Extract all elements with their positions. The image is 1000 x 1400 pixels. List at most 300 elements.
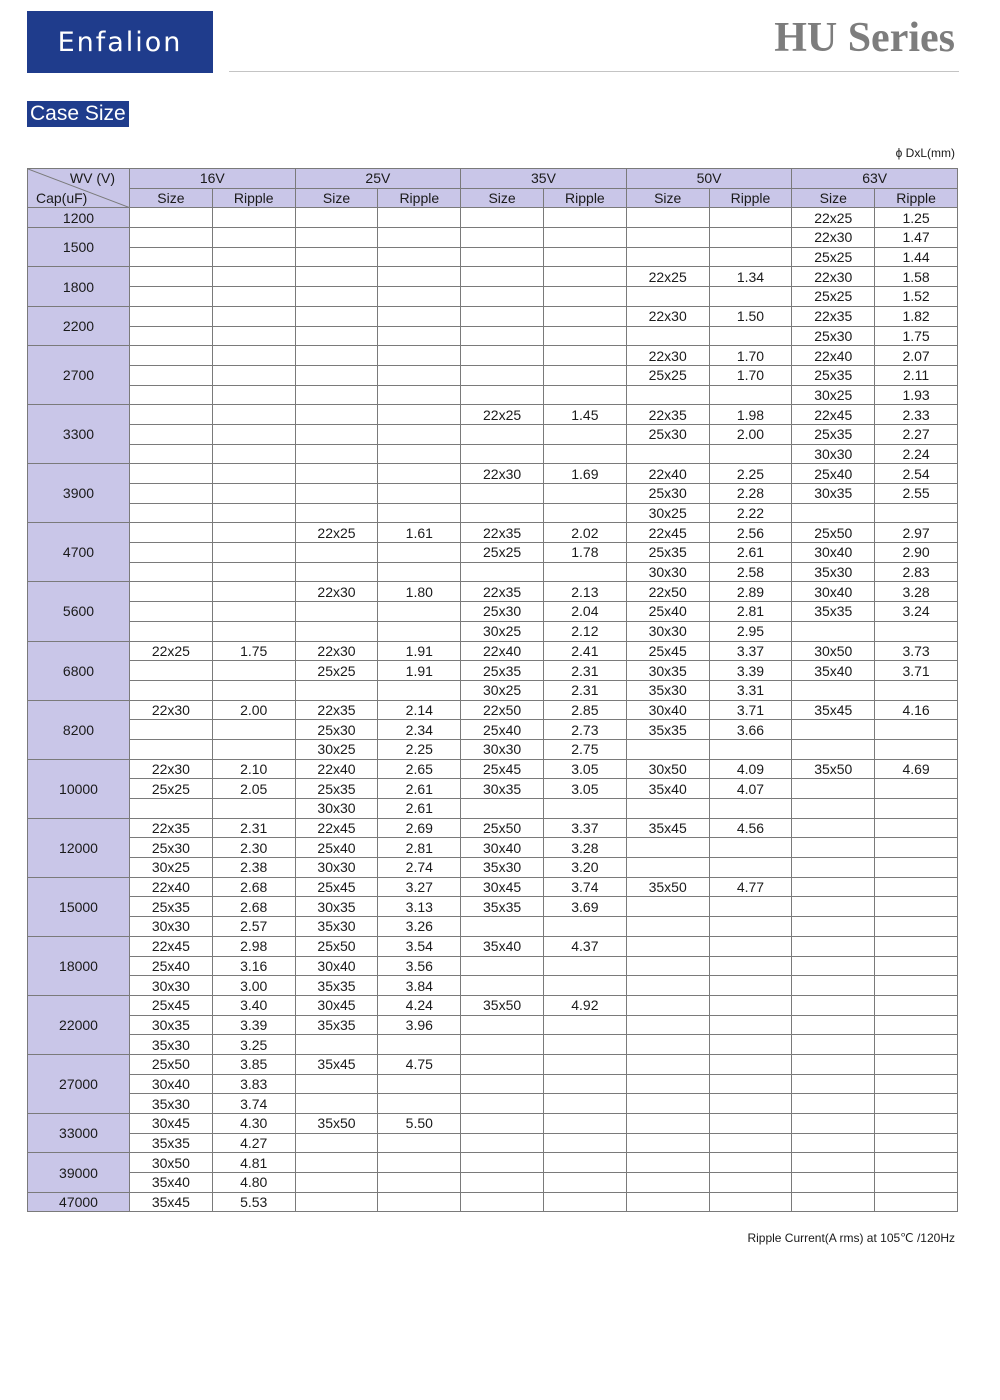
size-cell: 25x50 <box>295 936 378 956</box>
ripple-cell: 2.14 <box>378 700 461 720</box>
ripple-cell <box>875 739 958 759</box>
table-row <box>28 799 958 819</box>
size-cell <box>461 1114 544 1134</box>
size-cell: 22x30 <box>461 464 544 484</box>
capacitance-cell: 22000 <box>28 995 130 1054</box>
size-cell <box>792 956 875 976</box>
ripple-cell <box>875 838 958 858</box>
ripple-cell: 3.56 <box>378 956 461 976</box>
ripple-cell: 1.25 <box>875 208 958 228</box>
size-cell: 22x45 <box>130 936 213 956</box>
size-cell <box>461 1133 544 1153</box>
table-row <box>28 897 958 917</box>
size-cell: 25x50 <box>792 523 875 543</box>
size-cell: 35x40 <box>792 661 875 681</box>
size-cell <box>130 326 213 346</box>
size-cell <box>792 995 875 1015</box>
ripple-cell <box>543 1153 626 1173</box>
ripple-cell: 1.47 <box>875 228 958 248</box>
size-cell: 25x30 <box>461 602 544 622</box>
ripple-cell <box>709 1094 792 1114</box>
size-cell: 25x35 <box>792 365 875 385</box>
ripple-cell: 3.05 <box>543 779 626 799</box>
size-cell: 35x35 <box>295 1015 378 1035</box>
size-cell: 30x30 <box>295 858 378 878</box>
size-cell <box>295 621 378 641</box>
ripple-cell <box>875 936 958 956</box>
size-cell: 22x30 <box>130 700 213 720</box>
ripple-cell <box>543 956 626 976</box>
size-cell <box>295 1192 378 1212</box>
ripple-cell <box>875 1133 958 1153</box>
size-cell <box>461 917 544 937</box>
size-cell <box>461 1192 544 1212</box>
ripple-cell: 2.25 <box>709 464 792 484</box>
ripple-cell: 3.24 <box>875 602 958 622</box>
ripple-cell: 2.31 <box>212 818 295 838</box>
ripple-cell: 3.84 <box>378 976 461 996</box>
series-title: HU Series <box>774 15 955 61</box>
size-cell: 30x25 <box>130 858 213 878</box>
voltage-header-35v: 35V <box>461 169 627 189</box>
size-cell: 30x30 <box>626 621 709 641</box>
ripple-cell <box>709 799 792 819</box>
ripple-header: Ripple <box>709 188 792 208</box>
size-cell <box>626 1054 709 1074</box>
ripple-cell <box>709 287 792 307</box>
ripple-cell: 4.92 <box>543 995 626 1015</box>
size-cell <box>461 247 544 267</box>
ripple-cell <box>378 1035 461 1055</box>
ripple-footnote: Ripple Current(A rms) at 105℃ /120Hz <box>747 1231 955 1245</box>
size-cell: 25x35 <box>295 779 378 799</box>
table-row <box>28 838 958 858</box>
ripple-cell <box>709 1114 792 1134</box>
ripple-cell <box>212 582 295 602</box>
ripple-cell <box>543 503 626 523</box>
size-cell <box>792 858 875 878</box>
table-row <box>28 228 958 248</box>
size-cell: 30x30 <box>792 444 875 464</box>
table-row <box>28 917 958 937</box>
table-row <box>28 247 958 267</box>
ripple-cell <box>709 1015 792 1035</box>
size-cell <box>130 306 213 326</box>
ripple-cell <box>543 1114 626 1134</box>
size-cell <box>295 484 378 504</box>
ripple-cell: 4.75 <box>378 1054 461 1074</box>
table-row <box>28 1192 958 1212</box>
size-cell <box>626 326 709 346</box>
ripple-cell <box>709 1054 792 1074</box>
size-cell <box>792 897 875 917</box>
size-cell <box>461 385 544 405</box>
ripple-cell: 3.37 <box>709 641 792 661</box>
ripple-cell <box>378 385 461 405</box>
ripple-cell <box>709 917 792 937</box>
size-cell <box>626 858 709 878</box>
ripple-cell: 3.39 <box>709 661 792 681</box>
ripple-cell <box>543 444 626 464</box>
ripple-cell: 2.00 <box>709 424 792 444</box>
ripple-cell: 1.58 <box>875 267 958 287</box>
ripple-cell <box>212 680 295 700</box>
capacitance-cell: 10000 <box>28 759 130 818</box>
size-cell <box>295 306 378 326</box>
size-cell <box>130 602 213 622</box>
ripple-cell <box>543 799 626 819</box>
ripple-cell: 2.13 <box>543 582 626 602</box>
ripple-cell: 3.27 <box>378 877 461 897</box>
ripple-cell <box>875 1074 958 1094</box>
size-cell: 30x45 <box>130 1114 213 1134</box>
size-cell <box>295 424 378 444</box>
size-cell <box>792 739 875 759</box>
size-cell <box>295 602 378 622</box>
size-cell <box>792 1114 875 1134</box>
ripple-cell <box>709 739 792 759</box>
ripple-cell <box>378 680 461 700</box>
size-cell: 22x50 <box>626 582 709 602</box>
ripple-cell <box>875 1015 958 1035</box>
size-cell <box>626 385 709 405</box>
size-cell: 25x45 <box>130 995 213 1015</box>
ripple-cell: 3.39 <box>212 1015 295 1035</box>
ripple-cell: 3.71 <box>875 661 958 681</box>
size-cell <box>295 562 378 582</box>
size-cell <box>130 208 213 228</box>
size-cell: 30x30 <box>626 562 709 582</box>
size-cell: 30x30 <box>461 739 544 759</box>
size-cell <box>130 621 213 641</box>
size-cell: 25x25 <box>626 365 709 385</box>
size-cell: 25x25 <box>461 543 544 563</box>
ripple-cell: 4.24 <box>378 995 461 1015</box>
table-row <box>28 365 958 385</box>
size-cell <box>295 680 378 700</box>
table-row <box>28 562 958 582</box>
ripple-cell: 2.41 <box>543 641 626 661</box>
size-cell <box>626 1114 709 1134</box>
ripple-cell: 5.53 <box>212 1192 295 1212</box>
size-cell: 35x35 <box>130 1133 213 1153</box>
ripple-cell: 2.33 <box>875 405 958 425</box>
size-cell: 30x35 <box>792 484 875 504</box>
size-cell: 35x45 <box>130 1192 213 1212</box>
size-cell: 35x40 <box>461 936 544 956</box>
ripple-cell <box>212 267 295 287</box>
ripple-cell <box>543 326 626 346</box>
size-cell <box>461 1074 544 1094</box>
size-cell <box>626 444 709 464</box>
size-cell <box>130 267 213 287</box>
size-cell <box>461 424 544 444</box>
size-cell <box>461 484 544 504</box>
size-cell: 22x35 <box>461 523 544 543</box>
ripple-cell <box>875 1192 958 1212</box>
table-row <box>28 661 958 681</box>
size-cell <box>626 1094 709 1114</box>
ripple-cell: 3.25 <box>212 1035 295 1055</box>
ripple-cell <box>212 543 295 563</box>
ripple-cell: 2.24 <box>875 444 958 464</box>
ripple-cell <box>212 326 295 346</box>
capacitance-cell: 8200 <box>28 700 130 759</box>
ripple-cell: 3.69 <box>543 897 626 917</box>
ripple-cell: 1.98 <box>709 405 792 425</box>
size-cell <box>295 287 378 307</box>
size-cell <box>626 897 709 917</box>
voltage-header-50v: 50V <box>626 169 792 189</box>
ripple-cell <box>709 858 792 878</box>
size-cell: 35x40 <box>130 1173 213 1193</box>
size-cell: 25x40 <box>461 720 544 740</box>
size-cell <box>626 1035 709 1055</box>
size-cell <box>461 228 544 248</box>
ripple-cell <box>875 897 958 917</box>
size-cell: 25x45 <box>626 641 709 661</box>
size-cell <box>461 267 544 287</box>
ripple-cell: 2.83 <box>875 562 958 582</box>
size-cell <box>792 838 875 858</box>
ripple-cell <box>875 976 958 996</box>
ripple-cell: 2.31 <box>543 680 626 700</box>
ripple-cell: 2.68 <box>212 877 295 897</box>
capacitance-cell: 4700 <box>28 523 130 582</box>
size-cell <box>626 247 709 267</box>
ripple-cell <box>709 228 792 248</box>
size-cell: 25x25 <box>295 661 378 681</box>
size-cell <box>295 1035 378 1055</box>
size-cell: 25x30 <box>626 484 709 504</box>
ripple-cell <box>543 385 626 405</box>
ripple-cell <box>709 1153 792 1173</box>
table-row <box>28 1153 958 1173</box>
ripple-cell: 2.28 <box>709 484 792 504</box>
ripple-cell: 2.55 <box>875 484 958 504</box>
size-cell <box>461 1015 544 1035</box>
ripple-cell: 1.82 <box>875 306 958 326</box>
size-cell <box>626 1173 709 1193</box>
ripple-cell: 3.28 <box>875 582 958 602</box>
size-cell: 25x45 <box>295 877 378 897</box>
size-header: Size <box>792 188 875 208</box>
ripple-cell <box>543 917 626 937</box>
ripple-header: Ripple <box>212 188 295 208</box>
ripple-cell <box>709 385 792 405</box>
size-cell <box>792 621 875 641</box>
ripple-cell <box>709 444 792 464</box>
ripple-cell: 1.91 <box>378 661 461 681</box>
size-cell <box>130 484 213 504</box>
ripple-cell <box>875 877 958 897</box>
ripple-cell: 5.50 <box>378 1114 461 1134</box>
ripple-cell <box>709 976 792 996</box>
size-cell <box>792 799 875 819</box>
size-cell: 30x30 <box>295 799 378 819</box>
size-cell <box>130 228 213 248</box>
ripple-cell <box>378 287 461 307</box>
ripple-cell: 2.57 <box>212 917 295 937</box>
ripple-cell <box>543 247 626 267</box>
table-row <box>28 858 958 878</box>
size-cell: 25x35 <box>626 543 709 563</box>
size-cell <box>130 503 213 523</box>
ripple-cell <box>709 1074 792 1094</box>
table-row <box>28 877 958 897</box>
size-cell <box>130 385 213 405</box>
ripple-cell <box>543 562 626 582</box>
table-body <box>28 208 958 1212</box>
size-cell: 30x45 <box>295 995 378 1015</box>
size-cell <box>792 1094 875 1114</box>
ripple-cell: 2.85 <box>543 700 626 720</box>
ripple-cell <box>875 1094 958 1114</box>
table-row <box>28 326 958 346</box>
table-row <box>28 543 958 563</box>
size-cell: 30x35 <box>461 779 544 799</box>
ripple-cell: 3.54 <box>378 936 461 956</box>
ripple-cell: 2.61 <box>378 779 461 799</box>
size-cell: 25x50 <box>461 818 544 838</box>
capacitance-cell: 1500 <box>28 228 130 267</box>
ripple-cell: 3.13 <box>378 897 461 917</box>
size-cell <box>295 1153 378 1173</box>
ripple-cell: 1.61 <box>378 523 461 543</box>
size-cell <box>461 956 544 976</box>
size-cell <box>792 917 875 937</box>
ripple-cell <box>543 287 626 307</box>
table-row <box>28 1094 958 1114</box>
ripple-cell <box>543 228 626 248</box>
table-row <box>28 700 958 720</box>
ripple-cell <box>212 405 295 425</box>
table-row <box>28 444 958 464</box>
ripple-cell <box>875 720 958 740</box>
ripple-cell <box>212 306 295 326</box>
table-row <box>28 759 958 779</box>
size-cell: 35x45 <box>626 818 709 838</box>
table-row <box>28 464 958 484</box>
size-cell <box>461 1153 544 1173</box>
size-cell <box>792 779 875 799</box>
ripple-cell <box>875 1054 958 1074</box>
ripple-cell: 3.26 <box>378 917 461 937</box>
ripple-cell: 2.58 <box>709 562 792 582</box>
ripple-cell: 4.27 <box>212 1133 295 1153</box>
capacitance-cell: 2200 <box>28 306 130 345</box>
table-row <box>28 1035 958 1055</box>
size-cell: 25x45 <box>461 759 544 779</box>
ripple-cell: 2.90 <box>875 543 958 563</box>
ripple-cell: 3.00 <box>212 976 295 996</box>
enfalion-logo: Enfalion <box>27 11 213 73</box>
ripple-cell: 3.73 <box>875 641 958 661</box>
size-cell <box>295 247 378 267</box>
ripple-cell <box>378 228 461 248</box>
ripple-cell <box>543 1015 626 1035</box>
ripple-cell <box>378 1133 461 1153</box>
size-cell: 30x40 <box>130 1074 213 1094</box>
ripple-cell: 1.34 <box>709 267 792 287</box>
ripple-cell: 2.61 <box>709 543 792 563</box>
size-cell <box>295 326 378 346</box>
ripple-cell <box>543 1133 626 1153</box>
size-cell: 30x35 <box>295 897 378 917</box>
size-cell <box>792 680 875 700</box>
size-cell: 30x25 <box>461 621 544 641</box>
ripple-cell: 2.95 <box>709 621 792 641</box>
ripple-cell: 2.97 <box>875 523 958 543</box>
size-cell: 35x35 <box>461 897 544 917</box>
ripple-cell: 2.11 <box>875 365 958 385</box>
size-cell <box>626 739 709 759</box>
size-cell <box>626 228 709 248</box>
size-cell <box>130 562 213 582</box>
size-cell <box>130 661 213 681</box>
ripple-cell <box>378 405 461 425</box>
size-cell: 22x30 <box>295 641 378 661</box>
ripple-cell: 4.30 <box>212 1114 295 1134</box>
size-cell: 30x40 <box>295 956 378 976</box>
size-cell: 25x30 <box>626 424 709 444</box>
ripple-cell <box>709 956 792 976</box>
ripple-cell: 2.69 <box>378 818 461 838</box>
ripple-cell <box>875 1153 958 1173</box>
size-cell: 35x30 <box>792 562 875 582</box>
size-header: Size <box>295 188 378 208</box>
capacitance-cell: 18000 <box>28 936 130 995</box>
subheader-row <box>28 188 958 208</box>
size-cell <box>626 1074 709 1094</box>
ripple-cell <box>378 621 461 641</box>
ripple-cell: 2.12 <box>543 621 626 641</box>
capacitance-cell: 39000 <box>28 1153 130 1192</box>
ripple-cell <box>875 818 958 838</box>
ripple-cell <box>709 326 792 346</box>
ripple-cell <box>875 1173 958 1193</box>
size-cell: 22x40 <box>295 759 378 779</box>
ripple-cell: 2.22 <box>709 503 792 523</box>
size-cell: 22x25 <box>792 208 875 228</box>
size-cell: 35x50 <box>295 1114 378 1134</box>
table-row <box>28 582 958 602</box>
size-header: Size <box>626 188 709 208</box>
size-cell: 22x30 <box>792 228 875 248</box>
ripple-cell: 1.70 <box>709 365 792 385</box>
size-cell <box>626 956 709 976</box>
size-cell <box>792 1054 875 1074</box>
ripple-cell: 3.16 <box>212 956 295 976</box>
ripple-cell <box>378 543 461 563</box>
case-size-table <box>27 168 958 1212</box>
size-cell: 22x45 <box>792 405 875 425</box>
size-cell: 30x25 <box>295 739 378 759</box>
size-cell <box>626 799 709 819</box>
capacitance-cell: 6800 <box>28 641 130 700</box>
size-cell: 22x30 <box>626 346 709 366</box>
size-cell <box>461 1094 544 1114</box>
size-cell: 30x50 <box>792 641 875 661</box>
ripple-cell: 3.28 <box>543 838 626 858</box>
size-cell: 25x50 <box>130 1054 213 1074</box>
size-cell: 30x30 <box>130 917 213 937</box>
size-cell: 22x25 <box>130 641 213 661</box>
ripple-cell: 1.80 <box>378 582 461 602</box>
ripple-cell <box>378 602 461 622</box>
size-cell <box>130 365 213 385</box>
size-cell: 22x50 <box>461 700 544 720</box>
